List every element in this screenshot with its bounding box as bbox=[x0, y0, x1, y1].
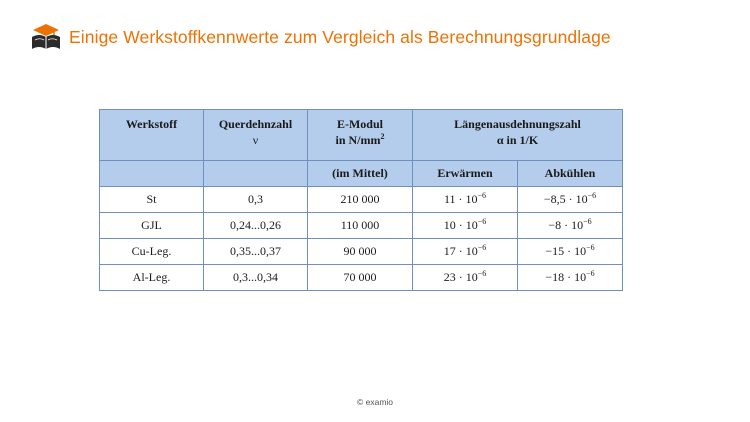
table-subheader-row bbox=[100, 161, 623, 187]
cell-erwaermen: $17 \cdot 10^{-6}$ bbox=[413, 239, 518, 265]
page-title: Einige Werkstoffkennwerte zum Vergleich als Berechnungsgrundlage bbox=[69, 26, 611, 47]
page-header bbox=[30, 22, 611, 52]
cell-erwaermen: $10 \cdot 10^{-6}$ bbox=[413, 213, 518, 239]
col-header-querdehnzahl: Querdehnzahl ν bbox=[204, 110, 308, 161]
col-header-werkstoff: Werkstoff bbox=[100, 110, 204, 161]
cell-emodul: 70 000 bbox=[308, 265, 413, 291]
cell-emodul: 210 000 bbox=[308, 187, 413, 213]
copyright-footer: © examio bbox=[356, 397, 394, 407]
subheader-abkuehlen: Abkühlen bbox=[518, 161, 623, 187]
book-graduation-cap-icon bbox=[30, 22, 62, 52]
subheader-empty bbox=[204, 161, 308, 187]
col-header-emodul: E-Modul in $N/mm^2$ bbox=[308, 110, 413, 161]
cell-werkstoff: Cu-Leg. bbox=[100, 239, 204, 265]
cell-werkstoff: GJL bbox=[100, 213, 204, 239]
subheader-emodul: (im Mittel) bbox=[308, 161, 413, 187]
cell-querdehnzahl: 0,35...0,37 bbox=[204, 239, 308, 265]
cell-emodul: 90 000 bbox=[308, 239, 413, 265]
cell-abkuehlen: $-18 \cdot 10^{-6}$ bbox=[518, 265, 623, 291]
table-row bbox=[100, 239, 623, 265]
cell-werkstoff: Al-Leg. bbox=[100, 265, 204, 291]
subheader-erwaermen: Erwärmen bbox=[413, 161, 518, 187]
col-header-laengenausdehnungszahl: Längenausdehnungszahl α in 1/K bbox=[413, 110, 623, 161]
table-row bbox=[100, 187, 623, 213]
material-properties-table bbox=[99, 109, 623, 291]
cell-querdehnzahl: 0,24...0,26 bbox=[204, 213, 308, 239]
table-header-row bbox=[100, 110, 623, 161]
cell-werkstoff: St bbox=[100, 187, 204, 213]
cell-querdehnzahl: 0,3...0,34 bbox=[204, 265, 308, 291]
cell-querdehnzahl: 0,3 bbox=[204, 187, 308, 213]
cell-abkuehlen: $-15 \cdot 10^{-6}$ bbox=[518, 239, 623, 265]
cell-abkuehlen: $-8 \cdot 10^{-6}$ bbox=[518, 213, 623, 239]
table-row bbox=[100, 265, 623, 291]
cell-emodul: 110 000 bbox=[308, 213, 413, 239]
cell-erwaermen: $11 \cdot 10^{-6}$ bbox=[413, 187, 518, 213]
table-row bbox=[100, 213, 623, 239]
nu-symbol: ν bbox=[252, 133, 259, 147]
subheader-empty bbox=[100, 161, 204, 187]
cell-abkuehlen: $-8,5 \cdot 10^{-6}$ bbox=[518, 187, 623, 213]
cell-erwaermen: $23 \cdot 10^{-6}$ bbox=[413, 265, 518, 291]
